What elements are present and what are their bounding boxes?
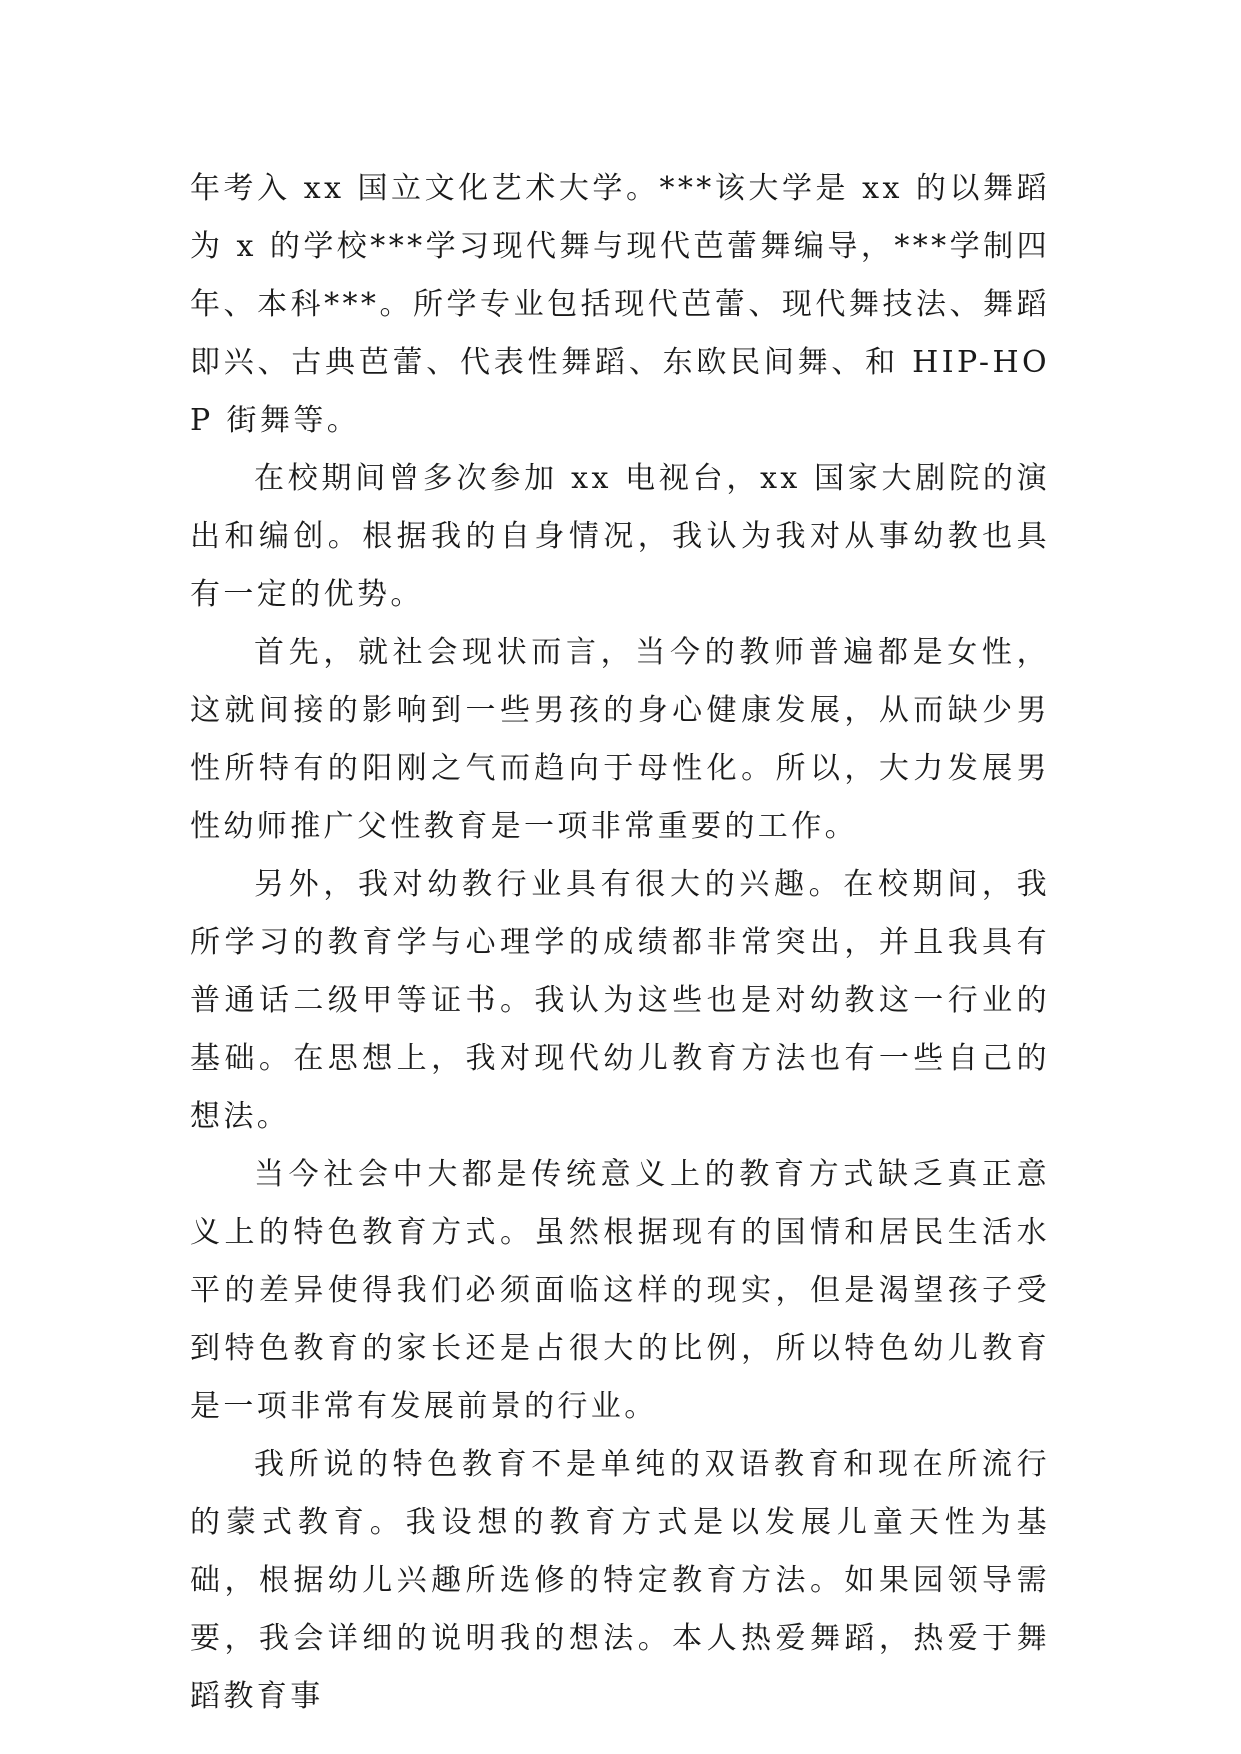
paragraph-2: 在校期间曾多次参加 xx 电视台，xx 国家大剧院的演出和编创。根据我的自身情况，我认为我对从事幼教也具有一定的优势。 bbox=[190, 461, 1050, 612]
document-body bbox=[190, 160, 1050, 1726]
paragraph-6: 我所说的特色教育不是单纯的双语教育和现在所流行的蒙式教育。我设想的教育方式是以发展儿童天性为基础，根据幼儿兴趣所选修的特定教育方法。如果园领导需要，我会详细的说明我的想法。本人热爱舞蹈，热爱于舞蹈教育事 bbox=[190, 1447, 1050, 1714]
paragraph-1: 年考入 xx 国立文化艺术大学。***该大学是 xx 的以舞蹈为 x 的学校***学习现代舞与现代芭蕾舞编导，***学制四年、本科***。所学专业包括现代芭蕾、现代舞技法、舞蹈即兴、古典芭蕾、代表性舞蹈、东欧民间舞、和 HIP-HOP 街舞等。 bbox=[190, 171, 1050, 438]
paragraph-3: 首先，就社会现状而言，当今的教师普遍都是女性，这就间接的影响到一些男孩的身心健康发展，从而缺少男性所特有的阳刚之气而趋向于母性化。所以，大力发展男性幼师推广父性教育是一项非常重要的工作。 bbox=[190, 635, 1050, 844]
paragraph-5: 当今社会中大都是传统意义上的教育方式缺乏真正意义上的特色教育方式。虽然根据现有的国情和居民生活水平的差异使得我们必须面临这样的现实，但是渴望孩子受到特色教育的家长还是占很大的比例，所以特色幼儿教育是一项非常有发展前景的行业。 bbox=[190, 1157, 1050, 1424]
paragraph-4: 另外，我对幼教行业具有很大的兴趣。在校期间，我所学习的教育学与心理学的成绩都非常突出，并且我具有普通话二级甲等证书。我认为这些也是对幼教这一行业的基础。在思想上，我对现代幼儿教育方法也有一些自己的想法。 bbox=[190, 867, 1050, 1134]
